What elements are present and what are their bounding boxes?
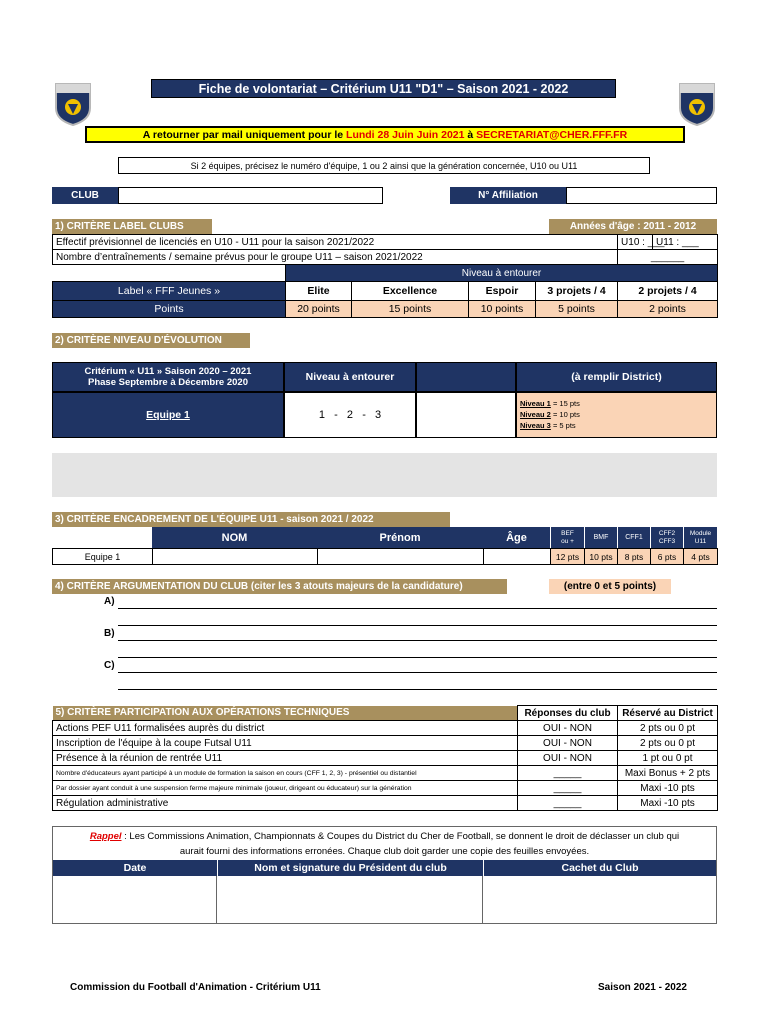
teams-note: Si 2 équipes, précisez le numéro d'équipe, 1 ou 2 ainsi que la génération concernée, U10 ou U11	[118, 157, 650, 174]
prenom-field[interactable]	[318, 549, 484, 565]
label-club-table	[52, 234, 718, 318]
criterium-line-2: Phase Septembre à Décembre 2020	[87, 377, 248, 388]
argument-b-label: B)	[104, 628, 115, 639]
argument-c-label: C)	[104, 660, 115, 671]
level-2-projets[interactable]: 2 projets / 4	[618, 282, 718, 301]
niveau-3-label: Niveau 3	[520, 421, 551, 430]
argument-a-label: A)	[104, 596, 115, 607]
district-header: (à remplir District)	[516, 362, 717, 392]
bef-line-2: ou +	[561, 537, 574, 545]
reserve-header: Réservé au District	[618, 706, 718, 721]
effectif-label: Effectif prévisionnel de licenciés en U10 - U11 pour la saison 2021/2022	[53, 235, 618, 250]
page-title: Fiche de volontariat – Critérium U11 "D1" – Saison 2021 - 2022	[151, 79, 616, 98]
district-levels	[516, 392, 717, 438]
section-1-title: 1) CRITÈRE LABEL CLUBS	[52, 219, 212, 234]
criterium-line-1: Critérium « U11 » Saison 2020 – 2021	[84, 366, 252, 377]
argument-a-line-1[interactable]	[118, 608, 717, 609]
reponses-header: Réponses du club	[518, 706, 618, 721]
op-row-3-label: Présence à la réunion de rentrée U11	[53, 751, 518, 766]
op-row-4-label: Nombre d'éducateurs ayant participé à un module de formation la saison en cours (CFF 1, 2, 3) - présentiel ou distantiel	[53, 766, 518, 781]
niveau-2-pts: = 10 pts	[550, 410, 580, 419]
cff3-line: CFF3	[658, 537, 676, 545]
argument-b-line-1[interactable]	[118, 640, 717, 641]
niveau-3-pts: = 5 pts	[550, 421, 576, 430]
niveau-entourer-header: Niveau à entourer	[284, 362, 416, 392]
rappel-text	[53, 827, 716, 859]
op-row-1-reponse[interactable]: OUI - NON	[518, 721, 618, 736]
date-field[interactable]	[53, 876, 217, 923]
blank-header	[416, 362, 516, 392]
op-row-2-reponse[interactable]: OUI - NON	[518, 736, 618, 751]
age-header: Âge	[483, 527, 550, 548]
bef-line-1: BEF	[561, 529, 574, 537]
return-email[interactable]: SECRETARIAT@CHER.FFF.FR	[476, 128, 628, 141]
president-signature-field[interactable]	[217, 876, 483, 923]
affiliation-field[interactable]	[566, 187, 717, 204]
points-2-projets: 2 points	[618, 301, 718, 318]
op-row-6-label: Régulation administrative	[53, 796, 518, 811]
section-3-title: 3) CRITÈRE ENCADREMENT DE L'ÉQUIPE U11 - saison 2021 / 2022	[52, 512, 450, 527]
cachet-field[interactable]	[483, 876, 716, 923]
gray-spacer-band	[52, 453, 717, 497]
op-row-5-label: Par dossier ayant conduit à une suspension ferme majeure minimale (joueur, dirigeant ou éducateur) sur la génération	[53, 781, 518, 796]
points-espoir: 10 points	[469, 301, 536, 318]
cff2-line: CFF2	[658, 529, 676, 537]
niveau-1-label: Niveau 1	[520, 399, 551, 408]
argument-b-line-2[interactable]	[118, 657, 717, 658]
footer-saison: Saison 2021 - 2022	[598, 982, 687, 993]
level-elite[interactable]: Elite	[286, 282, 352, 301]
points-label: Points	[53, 301, 286, 318]
op-row-6-reserve: Maxi -10 pts	[618, 796, 718, 811]
club-field[interactable]	[118, 187, 383, 204]
module-line-1: Module	[689, 529, 712, 537]
district-logo-right	[678, 82, 716, 126]
date-header: Date	[53, 860, 217, 876]
club-label: CLUB	[52, 187, 118, 204]
entrainements-field[interactable]: ______	[618, 250, 718, 265]
op-row-2-label: Inscription de l'équipe à la coupe Futsal U11	[53, 736, 518, 751]
u10-field[interactable]: U10 : ___	[618, 235, 653, 250]
section-2-title: 2) CRITÈRE NIVEAU D'ÉVOLUTION	[52, 333, 250, 348]
op-row-1-reserve: 2 pts ou 0 pt	[618, 721, 718, 736]
criterium-header	[52, 362, 284, 392]
op-row-3-reponse[interactable]: OUI - NON	[518, 751, 618, 766]
niveau-header: Niveau à entourer	[286, 265, 718, 282]
op-row-1-label: Actions PEF U11 formalisées auprès du district	[53, 721, 518, 736]
level-3-projets[interactable]: 3 projets / 4	[536, 282, 618, 301]
niveau-1-pts: = 15 pts	[550, 399, 580, 408]
section-1-years: Années d'âge : 2011 - 2012	[549, 219, 717, 234]
op-row-5-reserve: Maxi -10 pts	[618, 781, 718, 796]
pts-cff23[interactable]: 6 pts	[651, 549, 684, 565]
pts-cff1[interactable]: 8 pts	[618, 549, 651, 565]
section-4-title: 4) CRITÈRE ARGUMENTATION DU CLUB (citer les 3 atouts majeurs de la candidature)	[52, 579, 507, 594]
rappel-line-2: aurait fourni des informations erronées. Chaque club doit garder une copie des feuilles envoyées.	[179, 846, 590, 857]
blank-cell	[416, 392, 516, 438]
nom-header: NOM	[152, 527, 317, 548]
pts-module[interactable]: 4 pts	[684, 549, 718, 565]
u11-field[interactable]: U11 : ___	[653, 235, 718, 250]
level-excellence[interactable]: Excellence	[352, 282, 469, 301]
argument-a-line-2[interactable]	[118, 625, 717, 626]
footer-commission: Commission du Football d'Animation - Critérium U11	[70, 982, 321, 993]
return-mid: à	[464, 128, 477, 141]
level-espoir[interactable]: Espoir	[469, 282, 536, 301]
bmf-header: BMF	[584, 527, 617, 548]
module-header	[683, 527, 717, 548]
entrainements-label: Nombre d’entraînements / semaine prévus pour le groupe U11 – saison 2021/2022	[53, 250, 618, 265]
points-elite: 20 points	[286, 301, 352, 318]
equipe-1-encadrement: Equipe 1	[53, 549, 153, 565]
op-row-4-reponse[interactable]: _____	[518, 766, 618, 781]
cachet-header: Cachet du Club	[483, 860, 716, 876]
rappel-line-1: : Les Commissions Animation, Championnats & Coupes du District du Cher de Football, se donnent le droit de déclasser un club qui	[121, 831, 680, 842]
operations-table	[52, 705, 718, 811]
op-row-2-reserve: 2 pts ou 0 pt	[618, 736, 718, 751]
return-date: Lundi 28 Juin Juin 2021	[346, 128, 465, 141]
cff1-header: CFF1	[617, 527, 650, 548]
affiliation-label: N° Affiliation	[450, 187, 566, 204]
president-header: Nom et signature du Président du club	[217, 860, 483, 876]
equipe-1-label: Equipe 1	[146, 409, 190, 421]
op-row-5-reponse[interactable]: _____	[518, 781, 618, 796]
argument-c-line-2[interactable]	[118, 689, 717, 690]
age-field[interactable]	[484, 549, 551, 565]
return-notice	[85, 126, 685, 143]
nom-field[interactable]	[153, 549, 318, 565]
return-prefix: A retourner par mail uniquement pour le	[142, 128, 347, 141]
encadrement-table	[52, 548, 718, 565]
pts-bef[interactable]: 12 pts	[551, 549, 585, 565]
module-line-2: U11	[694, 537, 707, 545]
points-3-projets: 5 points	[536, 301, 618, 318]
niveau-choices[interactable]: 1 - 2 - 3	[284, 392, 416, 438]
op-row-3-reserve: 1 pt ou 0 pt	[618, 751, 718, 766]
op-row-4-reserve: Maxi Bonus + 2 pts	[618, 766, 718, 781]
pts-bmf[interactable]: 10 pts	[585, 549, 618, 565]
argument-c-line-1[interactable]	[118, 672, 717, 673]
cff23-header	[650, 527, 683, 548]
op-row-6-reponse[interactable]: _____	[518, 796, 618, 811]
equipe-1-row-label	[52, 392, 284, 438]
district-logo-left	[54, 82, 92, 126]
rappel-label: Rappel	[89, 831, 122, 842]
section-5-title: 5) CRITÈRE PARTICIPATION AUX OPÉRATIONS TECHNIQUES	[53, 706, 518, 721]
points-excellence: 15 points	[352, 301, 469, 318]
section-4-range: (entre 0 et 5 points)	[549, 579, 671, 594]
label-fff-jeunes: Label « FFF Jeunes »	[53, 282, 286, 301]
niveau-2-label: Niveau 2	[520, 410, 551, 419]
bef-header	[550, 527, 584, 548]
prenom-header: Prénom	[317, 527, 483, 548]
